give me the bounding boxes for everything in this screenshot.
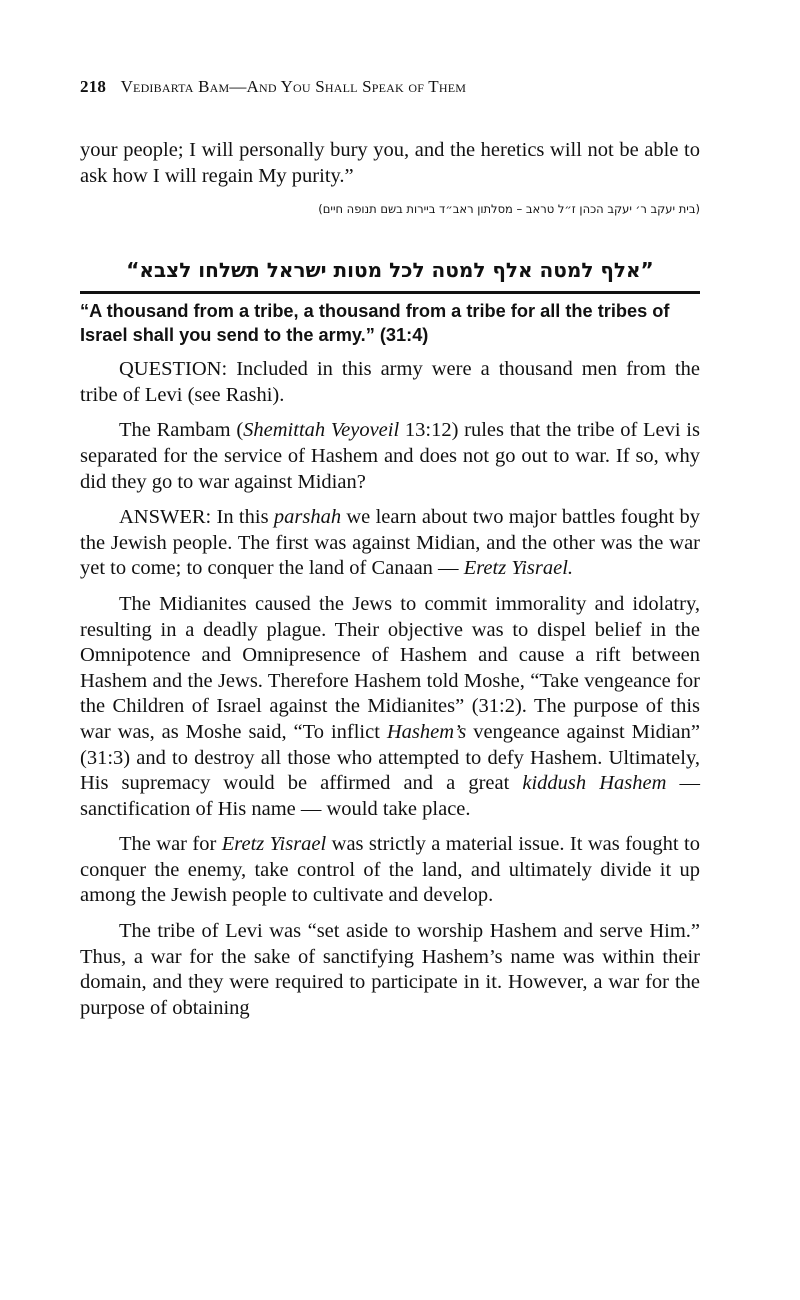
body-paragraph [80, 357, 700, 408]
text-run: The Rambam ( [119, 419, 244, 442]
hebrew-verse-heading: ”אלף למטה אלף למטה לכל מטות ישראל תשלחו לצבא“ [126, 258, 654, 283]
italic-run: Hashem’s [386, 720, 467, 743]
italic-run: Shemittah Veyoveil [243, 419, 400, 442]
english-verse-heading: “A thousand from a tribe, a thousand from a tribe for all the tribes of Israel shall you send to the army.” (31:4) [80, 301, 670, 346]
source-citation: (בית יעקב ר׳ יעקב הכהן ז״ל טראב – מסלתון ראב״ד ביירות בשם תנופה חיים) [318, 202, 700, 217]
text-run: The war for [119, 833, 222, 856]
text-run: ANSWER: In this [119, 506, 274, 529]
body-paragraph [80, 832, 700, 909]
italic-run: kiddush Hashem [522, 772, 667, 795]
text-run: The Midianites caused the Jews to commit immorality and idolatry, resulting in a deadly plague. Their objective was to dispel belief in the Omnipotence and Omnipresence of Hashem and cause a rift between Hashem and the Jews. Therefore Hashem told Moshe, “Take vengeance for the Children of Israel against the Midianites” (31:2). The purpose of this war was, as Moshe said, “To inflict [80, 592, 700, 743]
text-run: — sanctification of His name — would take place. [80, 772, 700, 820]
continuation-paragraph: your people; I will personally bury you, and the heretics will not be able to ask how I will regain My purity.” [80, 139, 700, 187]
italic-run: Eretz Yisrael. [463, 557, 574, 580]
body-paragraphs [80, 357, 700, 1021]
italic-run: Eretz Yisrael [221, 833, 327, 856]
book-page [80, 0, 700, 1031]
text-run: The tribe of Levi was “set aside to worship Hashem and serve Him.” Thus, a war for the sake of sanctifying Hashem’s name was within their domain, and they were required to participate in it. However, a war for the purpose of obtaining [80, 920, 700, 1019]
running-head [80, 76, 700, 98]
text-run: QUESTION: Included in this army were a thousand men from the tribe of Levi (see Rashi). [80, 358, 700, 406]
body-paragraph [80, 418, 700, 495]
body-paragraph [80, 592, 700, 822]
text-run: was strictly a material issue. It was fought to conquer the enemy, take control of the land, and ultimately divide it up among the Jewish people to cultivate and develop. [80, 833, 700, 907]
book-title: Vedibarta Bam—And You Shall Speak of Them [120, 77, 467, 96]
body-paragraph [80, 505, 700, 582]
page-number: 218 [80, 77, 107, 96]
italic-run: parshah [273, 506, 342, 529]
heading-divider [80, 291, 700, 294]
text-run: vengeance against Midian” (31:3) and to destroy all those who attempted to defy Hashem. Ultimately, His supremacy would be affirmed and a great [80, 720, 700, 795]
body-paragraph [80, 919, 700, 1021]
text-run: 13:12) rules that the tribe of Levi is separated for the service of Hashem and does not go out to war. If so, why did they go to war against Midian? [80, 419, 700, 493]
text-run: we learn about two major battles fought by the Jewish people. The first was against Midian, and the other was the war yet to come; to conquer the land of Canaan — [80, 506, 700, 580]
